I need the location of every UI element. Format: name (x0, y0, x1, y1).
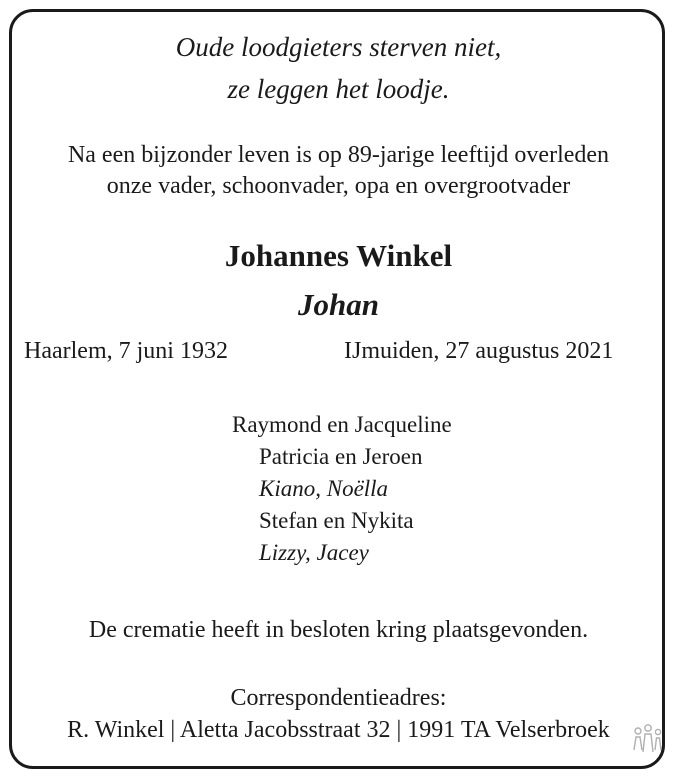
family-member-5: Lizzy, Jacey (259, 540, 369, 565)
poem-line-2: ze leggen het loodje. (227, 74, 450, 104)
correspondence-label: Correspondentieadres: (230, 685, 447, 711)
poem-line-1: Oude loodgieters sterven niet, (175, 32, 502, 62)
deceased-name: Johannes Winkel (224, 238, 453, 273)
family-member-4: Stefan en Nykita (259, 508, 414, 533)
death-date: IJmuiden, 27 augustus 2021 (344, 338, 614, 364)
family-figures-logo-icon (631, 722, 665, 756)
family-member-2: Patricia en Jeroen (259, 444, 423, 469)
intro-line-1: Na een bijzonder leven is op 89-jarige leeftijd overleden (67, 142, 610, 168)
deceased-nickname: Johan (298, 287, 379, 322)
cremation-notice: De crematie heeft in besloten kring plaatsgevonden. (88, 617, 589, 643)
intro-line-2: onze vader, schoonvader, opa en overgrootvader (106, 173, 571, 199)
family-member-1: Raymond en Jacqueline (232, 412, 452, 437)
birth-date: Haarlem, 7 juni 1932 (24, 338, 228, 364)
announcement-card (9, 9, 665, 769)
family-member-3: Kiano, Noëlla (259, 476, 389, 501)
correspondence-address: R. Winkel | Aletta Jacobsstraat 32 | 1991 TA Velserbroek (67, 717, 610, 743)
